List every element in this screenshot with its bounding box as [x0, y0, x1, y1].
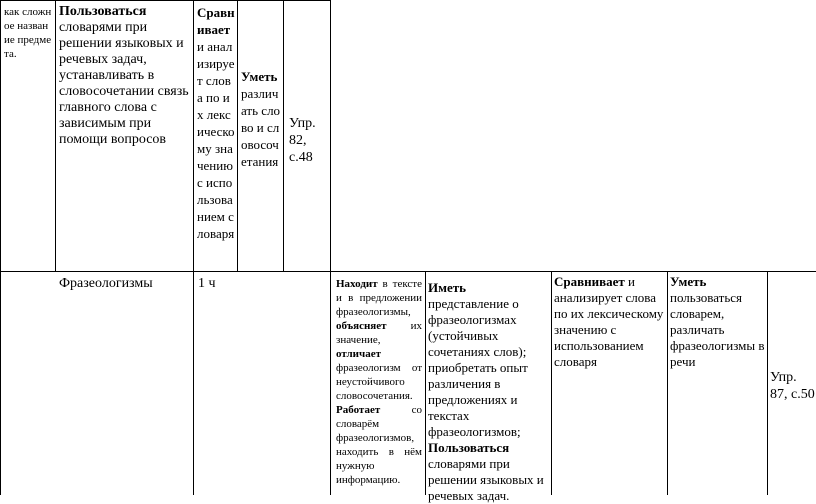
ability-bold: Уметь	[241, 69, 278, 84]
compares-bold: Сравнивает	[197, 5, 235, 37]
understanding-cell	[428, 280, 550, 504]
subject-name-cell	[4, 5, 52, 61]
col-line-7	[425, 272, 426, 495]
col-line-4	[237, 0, 238, 272]
distinguishes-text: фразеологизм от неустойчивого словосочетания.	[336, 362, 422, 402]
ability-cell	[241, 68, 281, 170]
ability-text: различать слово и словосочетания	[241, 86, 281, 169]
have-text: представление о фразеологизмах (устойчивых сочетаниях слов); приобретать опыт различения в предложениях и текстах фразеологизмов;	[428, 296, 528, 439]
topic-cell	[59, 276, 189, 292]
compares-bold-2: Сравнивает	[554, 274, 625, 289]
col-line-5	[283, 0, 284, 272]
skills-cell	[59, 4, 189, 148]
col-line-6	[330, 0, 331, 495]
compares-cell	[197, 4, 235, 242]
works-text: со словарём фразеологизмов, находить в нём нужную информацию.	[336, 404, 422, 486]
works-bold: Работает	[336, 404, 381, 416]
compares-text: и анализирует слова по их лексическому значению с использованием словаря	[197, 39, 235, 241]
compares-cell-2	[554, 274, 666, 370]
ability-cell-2	[670, 274, 766, 370]
skills-bold: Пользоваться	[59, 4, 147, 19]
use-text: словарями при решении языковых и речевых задач.	[428, 456, 544, 503]
finds-bold: Находит	[336, 278, 378, 290]
skills-text: словарями при решении языковых и речевых задач, устанавливать в словосочетании связь главного слова с зависимым при помощи вопросов	[59, 20, 189, 147]
explains-bold: объясняет	[336, 320, 387, 332]
subject-name-text: как сложное название предмета.	[4, 6, 52, 60]
exercise-cell	[289, 115, 329, 166]
explains-text: их значение,	[336, 320, 422, 346]
finds-text: в тексте и в предложении фразеологизмы,	[336, 278, 422, 318]
compares-text-2: и анализирует слова по их лексическому значению с использованием словаря	[554, 274, 664, 369]
hours-text: 1 ч	[198, 276, 216, 291]
col-line-9	[667, 272, 668, 495]
row-top-border	[0, 0, 330, 1]
ability-bold-2: Уметь	[670, 274, 707, 289]
ability-text-2: пользоваться словарем, различать фразеологизмы в речи	[670, 290, 765, 369]
topic-text: Фразеологизмы	[59, 276, 153, 291]
have-bold: Иметь	[428, 280, 466, 295]
exercise-text: Упр. 82, с.48	[289, 116, 316, 165]
col-line-10	[767, 272, 768, 495]
col-line-3	[193, 0, 194, 495]
col-line-1	[0, 0, 1, 495]
exercise-text-2: Упр. 87, с.50	[770, 370, 815, 402]
hours-cell	[198, 276, 238, 292]
row-divider	[0, 271, 816, 272]
use-bold: Пользоваться	[428, 440, 510, 455]
activities-cell	[336, 277, 422, 487]
exercise-cell-2	[770, 369, 816, 403]
distinguishes-bold: отличает	[336, 348, 381, 360]
col-line-8	[551, 272, 552, 495]
col-line-2	[55, 0, 56, 272]
